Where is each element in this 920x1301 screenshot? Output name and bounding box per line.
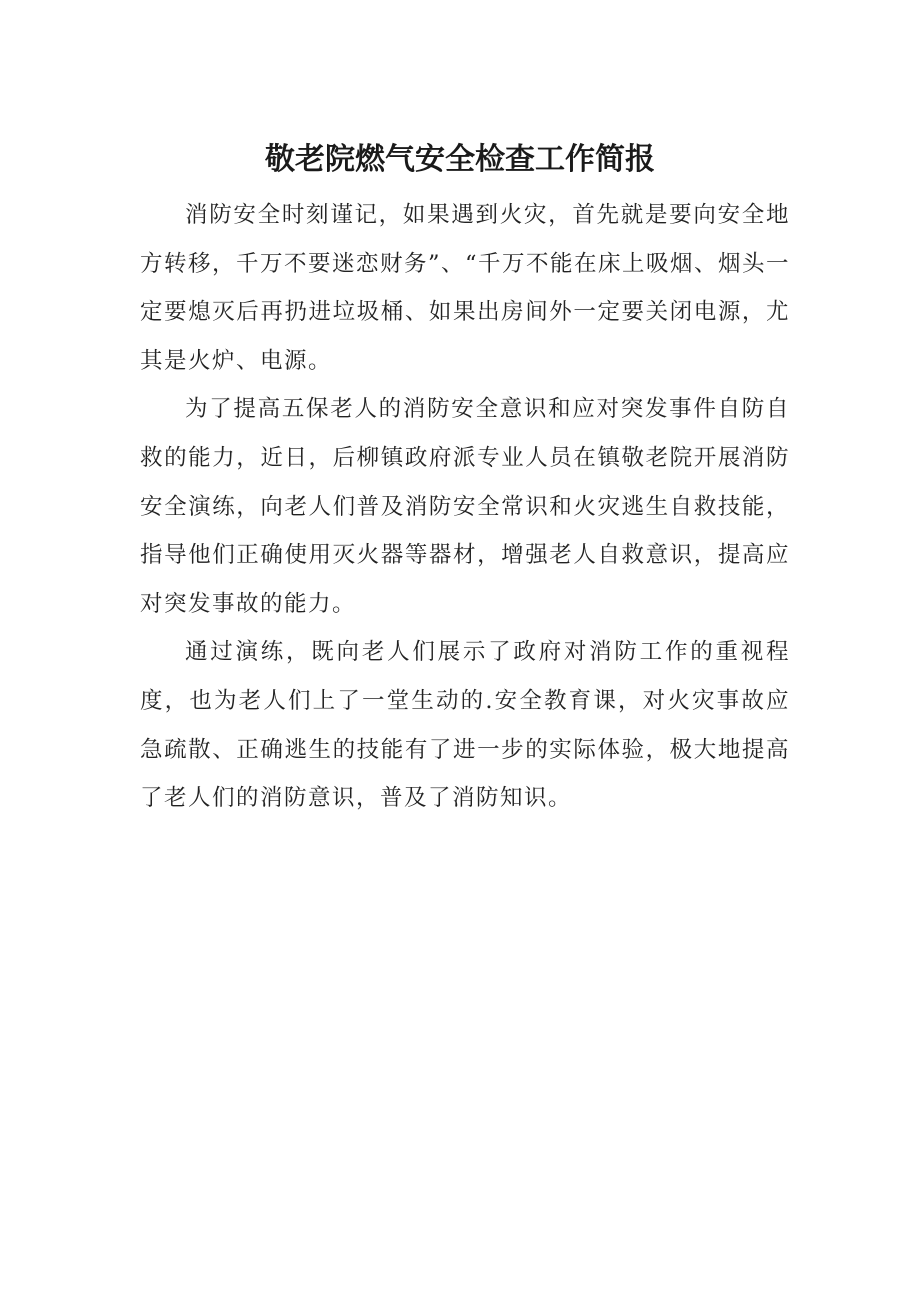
document-body xyxy=(140,191,790,823)
paragraph-2: 为了提高五保老人的消防安全意识和应对突发事件自防自救的能力，近日，后柳镇政府派专业人员在镇敬老院开展消防安全演练，向老人们普及消防安全常识和火灾逃生自救技能，指导他们正确使用灭火器等器材，增强老人自救意识，提高应对突发事故的能力。 xyxy=(140,396,790,617)
document-title: 敬老院燃气安全检查工作简报 xyxy=(265,142,655,177)
paragraph-3: 通过演练，既向老人们展示了政府对消防工作的重视程度，也为老人们上了一堂生动的.安全教育课，对火灾事故应急疏散、正确逃生的技能有了进一步的实际体验，极大地提高了老人们的消防意识，普及了消防知识。 xyxy=(140,639,790,812)
paragraph-1: 消防安全时刻谨记，如果遇到火灾，首先就是要向安全地方转移，千万不要迷恋财务”、“千万不能在床上吸烟、烟头一定要熄灭后再扔进垃圾桶、如果出房间外一定要关闭电源，尤其是火炉、电源。 xyxy=(140,202,791,374)
